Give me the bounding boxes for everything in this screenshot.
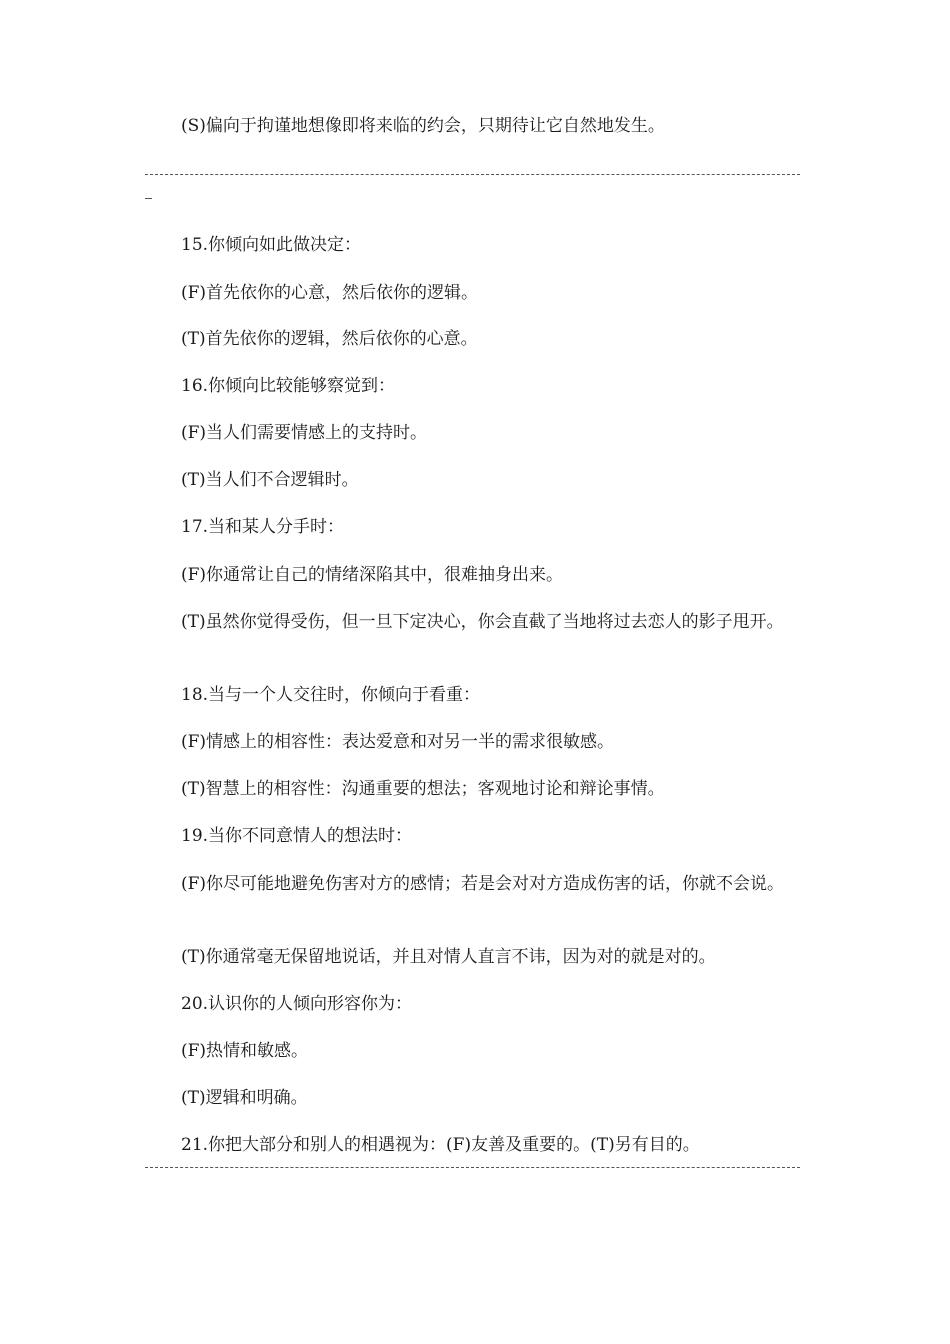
answer-17-t: (T)虽然你觉得受伤，但一旦下定决心，你会直截了当地将过去恋人的影子甩开。: [181, 612, 784, 632]
dashed-divider: [145, 174, 800, 175]
answer-18-t: (T)智慧上的相容性：沟通重要的想法；客观地讨论和辩论事情。: [181, 779, 665, 799]
answer-16-t: (T)当人们不合逻辑时。: [181, 470, 359, 490]
answer-20-t: (T)逻辑和明确。: [181, 1088, 308, 1108]
question-15: 15.你倾向如此做决定：: [181, 235, 362, 255]
question-21: 21.你把大部分和别人的相遇视为：(F)友善及重要的。(T)另有目的。: [181, 1135, 700, 1155]
dashed-divider-bottom: [145, 1167, 800, 1168]
answer-15-t: (T)首先依你的逻辑，然后依你的心意。: [181, 329, 478, 349]
divider-tail: [145, 198, 152, 199]
question-16: 16.你倾向比较能够察觉到：: [181, 376, 396, 396]
answer-20-f: (F)热情和敏感。: [181, 1041, 309, 1061]
question-19: 19.当你不同意情人的想法时：: [181, 826, 413, 846]
answer-16-f: (F)当人们需要情感上的支持时。: [181, 423, 428, 443]
answer-s: (S)偏向于拘谨地想像即将来临的约会，只期待让它自然地发生。: [181, 116, 665, 136]
answer-18-f: (F)情感上的相容性：表达爱意和对另一半的需求很敏感。: [181, 732, 615, 752]
question-20: 20.认识你的人倾向形容你为：: [181, 994, 413, 1014]
answer-17-f: (F)你通常让自己的情绪深陷其中，很难抽身出来。: [181, 565, 564, 585]
answer-19-f: (F)你尽可能地避免伤害对方的感情；若是会对对方造成伤害的话，你就不会说。: [181, 874, 785, 894]
answer-19-t: (T)你通常毫无保留地说话，并且对情人直言不讳，因为对的就是对的。: [181, 947, 716, 967]
question-17: 17.当和某人分手时：: [181, 517, 345, 537]
answer-15-f: (F)首先依你的心意，然后依你的逻辑。: [181, 283, 479, 303]
question-18: 18.当与一个人交往时，你倾向于看重：: [181, 685, 481, 705]
